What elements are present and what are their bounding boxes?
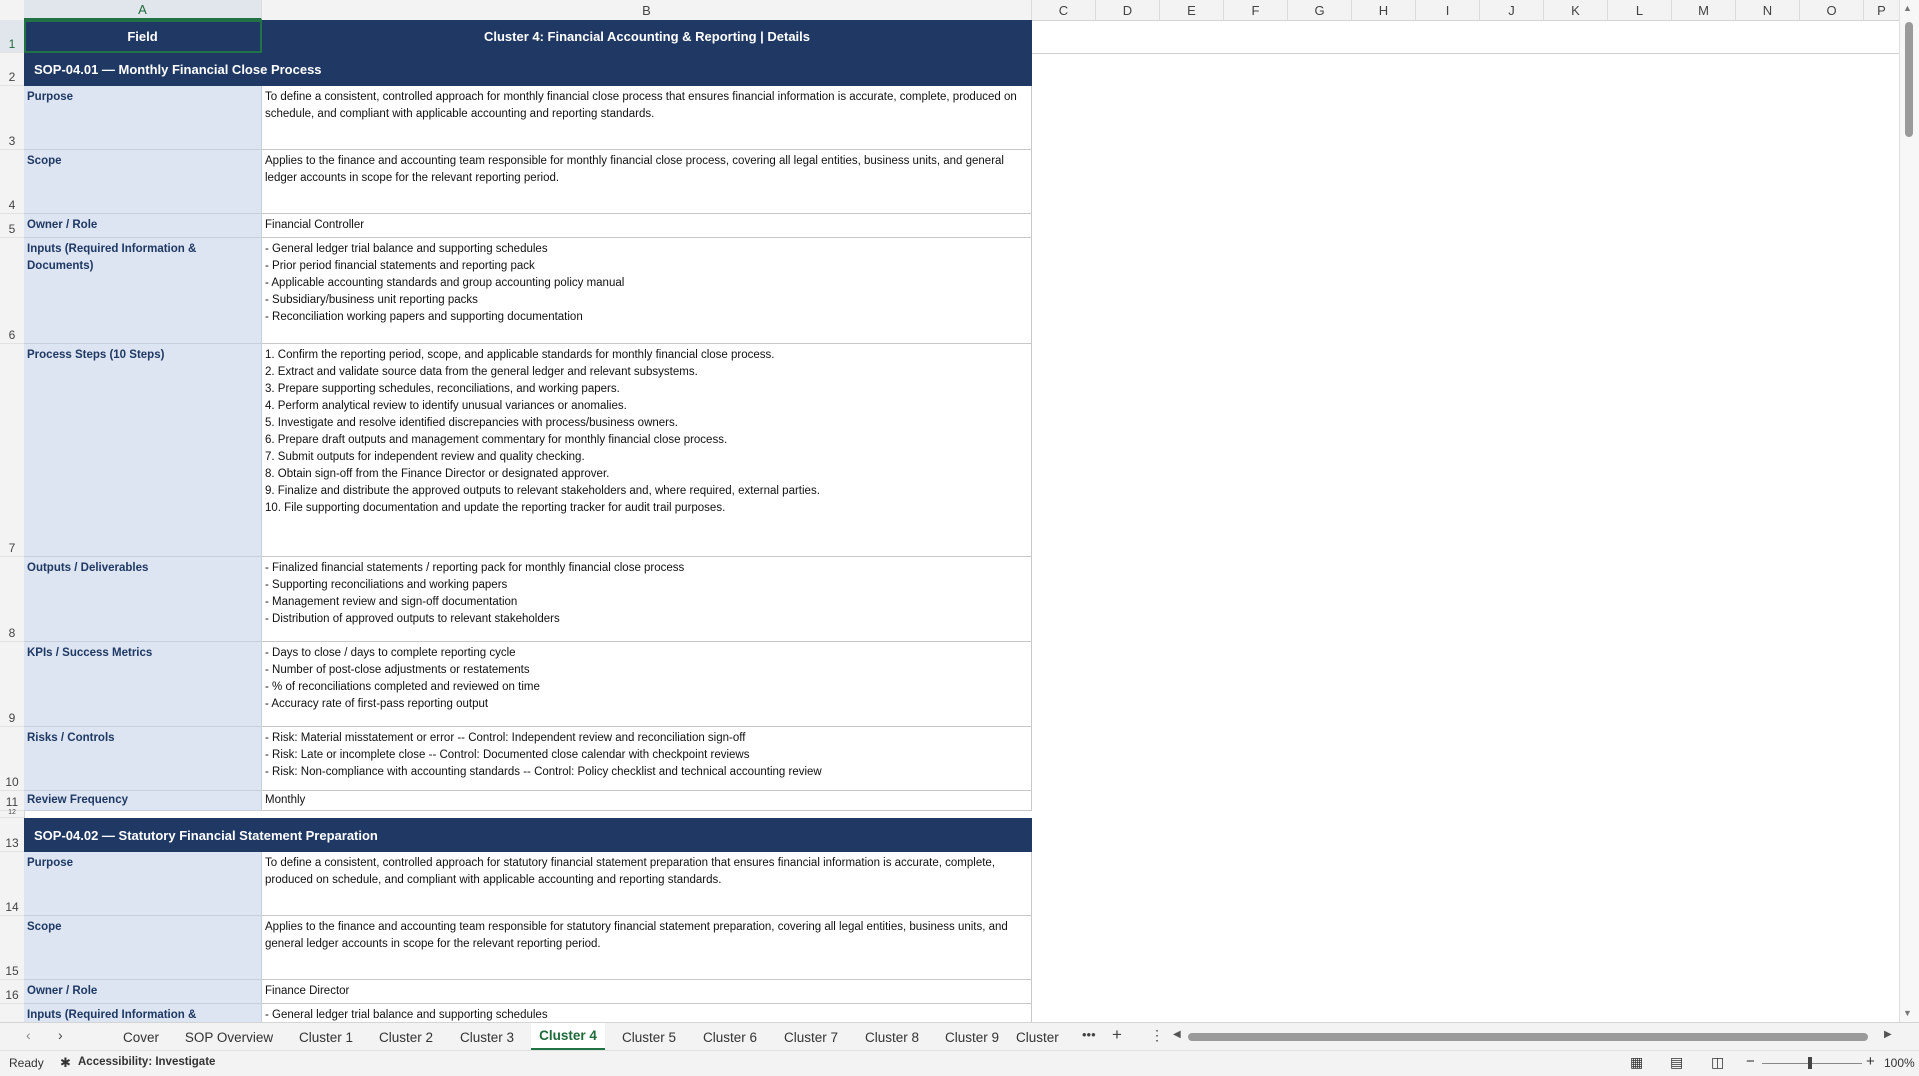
status-bar: [0, 1050, 1919, 1076]
field-label[interactable]: Owner / Role: [24, 980, 262, 1004]
sheet-tab-cluster-2[interactable]: Cluster 2: [378, 1029, 434, 1045]
column-header-i[interactable]: I: [1416, 0, 1480, 20]
field-label[interactable]: Process Steps (10 Steps): [24, 344, 262, 557]
row-header-13[interactable]: 13: [0, 818, 24, 852]
column-header-o[interactable]: O: [1800, 0, 1864, 20]
row-header-10[interactable]: 10: [0, 727, 24, 791]
row-header-4[interactable]: 4: [0, 150, 24, 214]
accessibility-icon[interactable]: ✱: [60, 1055, 71, 1070]
column-header-f[interactable]: F: [1224, 0, 1288, 20]
field-value[interactable]: - Risk: Material misstatement or error -- Control: Independent review and reconciliation sign-off - Risk: Late or incomplete close -- Control: Documented close calendar with checkpoint reviews - Risk: Non-compliance with accounting standards -- Control: Policy checklist and technical accounting review: [262, 727, 1032, 791]
field-value[interactable]: 1. Confirm the reporting period, scope, and applicable standards for monthly financial close process. 2. Extract and validate source data from the general ledger and relevant subsystems. 3. Prepare supporting schedules, reconciliations, and working papers. 4. Perform analytical review to identify unusual variances or anomalies. 5. Investigate and resolve identified discrepancies with process/business owners. 6. Prepare draft outputs and management commentary for monthly financial close process. 7. Submit outputs for independent review and quality checking. 8. Obtain sign-off from the Finance Director or designated approver. 9. Finalize and distribute the approved outputs to relevant stakeholders and, where required, external parties. 10. File supporting documentation and update the reporting tracker for audit trail purposes.: [262, 344, 1032, 557]
sheet-tab-cluster-3[interactable]: Cluster 3: [459, 1029, 515, 1045]
sheet-tab-cluster-9[interactable]: Cluster 9: [944, 1029, 1000, 1045]
sheet-tab-cluster-8[interactable]: Cluster 8: [864, 1029, 920, 1045]
field-label[interactable]: Purpose: [24, 852, 262, 916]
page-break-view-icon[interactable]: ◫: [1711, 1054, 1725, 1070]
field-value[interactable]: To define a consistent, controlled approach for monthly financial close process that ensures financial information is accurate, complete, produced on schedule, and compliant with applicable accounting and reporting standards.: [262, 86, 1032, 150]
column-header-m[interactable]: M: [1672, 0, 1736, 20]
row-header-15[interactable]: 15: [0, 916, 24, 980]
column-header-l[interactable]: L: [1608, 0, 1672, 20]
field-value[interactable]: Financial Controller: [262, 214, 1032, 238]
vertical-scroll-thumb[interactable]: [1905, 22, 1913, 137]
column-header-b[interactable]: B: [262, 0, 1032, 20]
scroll-up-icon[interactable]: ▲: [1903, 3, 1912, 13]
column-header-j[interactable]: J: [1480, 0, 1544, 20]
field-value[interactable]: - Days to close / days to complete reporting cycle - Number of post-close adjustments or restatements - % of reconciliations completed and reviewed on time - Accuracy rate of first-pass reporting output: [262, 642, 1032, 727]
column-header-n[interactable]: N: [1736, 0, 1800, 20]
hscroll-left-icon[interactable]: ◀: [1173, 1029, 1181, 1040]
sheet-tab-cluster-4[interactable]: Cluster 4: [531, 1023, 605, 1051]
field-label[interactable]: Scope: [24, 916, 262, 980]
row-header-16[interactable]: 16: [0, 980, 24, 1004]
hscroll-right-icon[interactable]: ▶: [1884, 1029, 1892, 1040]
column-header-e[interactable]: E: [1160, 0, 1224, 20]
field-value[interactable]: Applies to the finance and accounting team responsible for monthly financial close process, covering all legal entities, business units, and general ledger accounts in scope for the relevant reporting period.: [262, 150, 1032, 214]
sop-section-title[interactable]: SOP-04.02 — Statutory Financial Statement Preparation: [24, 818, 1032, 852]
normal-view-icon[interactable]: ▦: [1630, 1054, 1644, 1070]
column-header-g[interactable]: G: [1288, 0, 1352, 20]
status-ready: Ready: [9, 1056, 44, 1070]
accessibility-status[interactable]: Accessibility: Investigate: [78, 1056, 216, 1068]
horizontal-scrollbar[interactable]: [1188, 1032, 1878, 1042]
zoom-out-icon[interactable]: −: [1746, 1053, 1755, 1070]
row-header-14[interactable]: 14: [0, 852, 24, 916]
field-label[interactable]: Review Frequency: [24, 791, 262, 811]
field-value[interactable]: - Finalized financial statements / reporting pack for monthly financial close process - Supporting reconciliations and working papers - Management review and sign-off documentation - Distribution of approved outputs to relevant stakeholders: [262, 557, 1032, 642]
row-header-2[interactable]: 2: [0, 53, 24, 86]
zoom-in-icon[interactable]: +: [1866, 1053, 1875, 1070]
row-header-9[interactable]: 9: [0, 642, 24, 727]
details-header-cell[interactable]: Cluster 4: Financial Accounting & Reporting | Details: [262, 20, 1032, 53]
field-value[interactable]: Applies to the finance and accounting team responsible for statutory financial statement preparation, covering all legal entities, business units, and general ledger accounts in scope for the relevant reporting period.: [262, 916, 1032, 980]
sheet-tab-cluster-5[interactable]: Cluster 5: [621, 1029, 677, 1045]
select-all-corner[interactable]: [0, 0, 25, 20]
sheet-tab-cluster-7[interactable]: Cluster 7: [783, 1029, 839, 1045]
row-header-bar: [0, 20, 25, 1022]
column-header-d[interactable]: D: [1096, 0, 1160, 20]
empty-grid-area[interactable]: [1032, 20, 1900, 54]
column-header-h[interactable]: H: [1352, 0, 1416, 20]
worksheet-grid[interactable]: [24, 20, 1900, 1022]
row-header-7[interactable]: 7: [0, 344, 24, 557]
sop-section-title[interactable]: SOP-04.01 — Monthly Financial Close Process: [24, 53, 1032, 86]
row-header-5[interactable]: 5: [0, 214, 24, 238]
zoom-slider-thumb[interactable]: [1808, 1057, 1812, 1069]
field-value[interactable]: Monthly: [262, 791, 1032, 811]
column-header-p[interactable]: P: [1864, 0, 1900, 20]
field-label[interactable]: Scope: [24, 150, 262, 214]
tab-scroll-left-icon[interactable]: ‹: [26, 1027, 31, 1043]
sheet-tab-cluster-6[interactable]: Cluster 6: [702, 1029, 758, 1045]
vertical-scrollbar[interactable]: [1899, 0, 1919, 1022]
field-label[interactable]: KPIs / Success Metrics: [24, 642, 262, 727]
column-header-c[interactable]: C: [1032, 0, 1096, 20]
tab-scroll-right-icon[interactable]: ›: [58, 1027, 63, 1043]
row-header-6[interactable]: 6: [0, 238, 24, 344]
field-label[interactable]: Risks / Controls: [24, 727, 262, 791]
scroll-down-icon[interactable]: ▼: [1903, 1008, 1912, 1018]
horizontal-scroll-thumb[interactable]: [1188, 1033, 1868, 1041]
row-header-1[interactable]: 1: [0, 20, 24, 53]
sheet-tab-bar: [0, 1022, 1919, 1051]
sheet-tab-cluster-1[interactable]: Cluster 1: [298, 1029, 354, 1045]
column-header-bar: [0, 0, 1919, 21]
row-header-12[interactable]: 12: [0, 811, 24, 818]
row-header-11[interactable]: 11: [0, 791, 24, 811]
row-header-8[interactable]: 8: [0, 557, 24, 642]
column-header-a[interactable]: A: [24, 0, 262, 20]
zoom-slider-track[interactable]: [1762, 1063, 1862, 1064]
page-layout-view-icon[interactable]: ▤: [1670, 1054, 1684, 1070]
field-value[interactable]: - General ledger trial balance and supporting schedules - Prior period financial statements and reporting pack - Applicable accounting standards and group accounting policy manual - Subsidiary/business unit reporting packs - Reconciliation working papers and supporting documentation: [262, 238, 1032, 344]
field-label[interactable]: Purpose: [24, 86, 262, 150]
field-value[interactable]: Finance Director: [262, 980, 1032, 1004]
field-value[interactable]: - General ledger trial balance and supporting schedules: [262, 1004, 1032, 1022]
zoom-level[interactable]: 100%: [1884, 1056, 1915, 1070]
field-label[interactable]: Outputs / Deliverables: [24, 557, 262, 642]
more-tabs-icon[interactable]: •••: [1082, 1027, 1096, 1042]
field-value[interactable]: To define a consistent, controlled approach for statutory financial statement preparation that ensures financial information is accurate, complete, produced on schedule, and compliant with applicable accounting and reporting standards.: [262, 852, 1032, 916]
options-kebab-icon[interactable]: ⋮: [1150, 1027, 1164, 1043]
sheet-tab-cluster-overflow[interactable]: Cluster: [1016, 1029, 1059, 1045]
sheet-tab-cover[interactable]: Cover: [122, 1029, 159, 1045]
field-label[interactable]: Inputs (Required Information &: [24, 1004, 262, 1022]
field-label[interactable]: Inputs (Required Information & Documents): [24, 238, 262, 344]
field-label[interactable]: Owner / Role: [24, 214, 262, 238]
row-header-3[interactable]: 3: [0, 86, 24, 150]
add-sheet-icon[interactable]: +: [1112, 1025, 1122, 1044]
sheet-tab-sop-overview[interactable]: SOP Overview: [184, 1029, 274, 1045]
column-header-k[interactable]: K: [1544, 0, 1608, 20]
field-header-cell[interactable]: Field: [24, 20, 262, 53]
